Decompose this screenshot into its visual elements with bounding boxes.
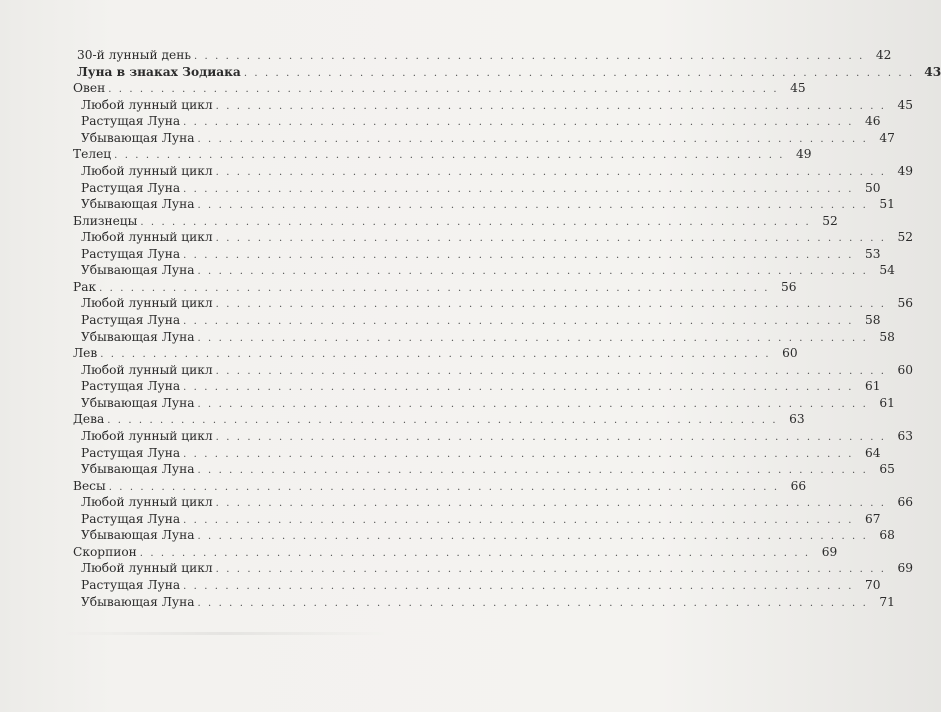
toc-entry xyxy=(0,262,895,279)
toc-entry-page-number: 42 xyxy=(875,48,892,62)
toc-entry-title: Телец xyxy=(73,147,112,162)
toc-entry-page-number: 49 xyxy=(897,163,914,178)
toc-entry xyxy=(0,378,881,395)
toc-entry-title: Убывающая Луна xyxy=(81,462,195,477)
toc-entry xyxy=(0,146,812,163)
toc-entry-title: Растущая Луна xyxy=(81,114,181,129)
toc-entry-title: Растущая Луна xyxy=(81,578,181,592)
dot-leader: . . . . . . . . . . . . . . . . . . . . . . . . . . . . . . . . . . . . . . . . . . . . . . . . . . . . . . . . . . . . . . . . xyxy=(197,398,868,410)
toc-entry-page-number: 60 xyxy=(897,362,914,377)
toc-entry-page-number: 54 xyxy=(879,263,895,278)
dot-leader: . . . . . . . . . . . . . . . . . . . . . . . . . . . . . . . . . . . . . . . . . . . . . . . . . . . . . . . . . . . . . . . . xyxy=(215,166,887,178)
toc-entry-title: Убывающая Луна xyxy=(81,197,195,212)
toc-entry-title: Любой лунный цикл xyxy=(81,561,213,576)
toc-entry xyxy=(0,97,914,114)
toc-entry xyxy=(0,213,838,230)
toc-entry-title: Любой лунный цикл xyxy=(81,163,213,178)
toc-entry-page-number: 68 xyxy=(879,528,895,543)
toc-entry-title: Убывающая Луна xyxy=(81,263,195,278)
toc-entry-title: Убывающая Луна xyxy=(81,329,195,344)
toc-entry-page-number: 51 xyxy=(879,197,895,212)
toc-entry xyxy=(0,527,895,544)
dot-leader: . . . . . . . . . . . . . . . . . . . . . . . . . . . . . . . . . . . . . . . . . . . . . . . . . . . . . . . . . . . . . . . . xyxy=(140,216,811,228)
toc-entry-page-number: 50 xyxy=(865,180,881,195)
toc-entry xyxy=(0,113,881,130)
dot-leader: . . . . . . . . . . . . . . . . . . . . . . . . . . . . . . . . . . . . . . . . . . . . . . . . . . . . . . . . . . . . . . . . xyxy=(243,67,915,79)
toc-entry xyxy=(0,229,914,246)
toc-entry-page-number: 58 xyxy=(865,313,881,327)
dot-leader: . . . . . . . . . . . . . . . . . . . . . . . . . . . . . . . . . . . . . . . . . . . . . . . . . . . . . . . . . . . . . . . . xyxy=(114,150,785,162)
dot-leader: . . . . . . . . . . . . . . . . . . . . . . . . . . . . . . . . . . . . . . . . . . . . . . . . . . . . . . . . . . . . . . . . xyxy=(183,581,854,592)
toc-entry xyxy=(0,428,914,445)
toc-entry-page-number: 49 xyxy=(796,147,812,162)
toc-entry-page-number: 70 xyxy=(865,578,881,592)
dot-leader: . . . . . . . . . . . . . . . . . . . . . . . . . . . . . . . . . . . . . . . . . . . . . . . . . . . . . . . . . . . . . . . . xyxy=(197,133,868,145)
toc-entry-title: Близнецы xyxy=(73,213,138,228)
dot-leader: . . . . . . . . . . . . . . . . . . . . . . . . . . . . . . . . . . . . . . . . . . . . . . . . . . . . . . . . . . . . . . . . xyxy=(197,597,868,609)
toc-entry-title: Любой лунный цикл xyxy=(81,97,213,112)
dot-leader: . . . . . . . . . . . . . . . . . . . . . . . . . . . . . . . . . . . . . . . . . . . . . . . . . . . . . . . . . . . . . . . . xyxy=(197,266,868,278)
dot-leader: . . . . . . . . . . . . . . . . . . . . . . . . . . . . . . . . . . . . . . . . . . . . . . . . . . . . . . . . . . . . . . . . xyxy=(215,498,887,510)
toc-entry-page-number: 45 xyxy=(897,97,914,112)
dot-leader: . . . . . . . . . . . . . . . . . . . . . . . . . . . . . . . . . . . . . . . . . . . . . . . . . . . . . . . . . . . . . . . . xyxy=(108,481,780,493)
toc-entry-title: 30-й лунный день xyxy=(77,48,191,62)
dot-leader: . . . . . . . . . . . . . . . . . . . . . . . . . . . . . . . . . . . . . . . . . . . . . . . . . . . . . . . . . . . . . . . . xyxy=(215,431,887,443)
toc-entry xyxy=(0,246,881,263)
toc-entry-title: Рак xyxy=(73,279,97,294)
dot-leader: . . . . . . . . . . . . . . . . . . . . . . . . . . . . . . . . . . . . . . . . . . . . . . . . . . . . . . . . . . . . . . . . xyxy=(215,365,887,377)
toc-entry-page-number: 66 xyxy=(790,478,807,493)
toc-entry-title: Овен xyxy=(73,81,106,96)
toc-entry-page-number: 65 xyxy=(879,462,895,477)
toc-entry-page-number: 45 xyxy=(790,81,806,96)
toc-entry-title: Любой лунный цикл xyxy=(81,230,213,245)
toc-entry-title: Весы xyxy=(73,478,106,493)
toc-entry xyxy=(0,130,895,147)
table-of-contents xyxy=(0,47,941,610)
toc-entry-page-number: 63 xyxy=(897,428,914,443)
toc-entry-title: Растущая Луна xyxy=(81,445,181,460)
toc-entry-page-number: 47 xyxy=(879,130,895,145)
dot-leader: . . . . . . . . . . . . . . . . . . . . . . . . . . . . . . . . . . . . . . . . . . . . . . . . . . . . . . . . . . . . . . . . xyxy=(193,51,865,62)
dot-leader: . . . . . . . . . . . . . . . . . . . . . . . . . . . . . . . . . . . . . . . . . . . . . . . . . . . . . . . . . . . . . . . . xyxy=(183,382,854,394)
dot-leader: . . . . . . . . . . . . . . . . . . . . . . . . . . . . . . . . . . . . . . . . . . . . . . . . . . . . . . . . . . . . . . . . xyxy=(183,249,854,261)
toc-entry-page-number: 67 xyxy=(865,511,881,526)
toc-entry-title: Любой лунный цикл xyxy=(81,362,213,377)
toc-entry-title: Растущая Луна xyxy=(81,246,181,261)
toc-entry-page-number: 71 xyxy=(879,594,895,609)
toc-entry-title: Убывающая Луна xyxy=(81,395,195,410)
toc-entry xyxy=(0,345,798,362)
dot-leader: . . . . . . . . . . . . . . . . . . . . . . . . . . . . . . . . . . . . . . . . . . . . . . . . . . . . . . . . . . . . . . . . xyxy=(183,117,854,129)
toc-entry-page-number: 63 xyxy=(789,412,805,427)
toc-entry-title: Растущая Луна xyxy=(81,511,181,526)
dot-leader: . . . . . . . . . . . . . . . . . . . . . . . . . . . . . . . . . . . . . . . . . . . . . . . . . . . . . . . . . . . . . . . . xyxy=(139,547,811,559)
toc-entry-page-number: 60 xyxy=(782,346,798,361)
toc-entry-page-number: 56 xyxy=(780,279,797,294)
dot-leader: . . . . . . . . . . . . . . . . . . . . . . . . . . . . . . . . . . . . . . . . . . . . . . . . . . . . . . . . . . . . . . . . xyxy=(108,84,779,96)
toc-entry xyxy=(0,577,881,594)
toc-entry-title: Любой лунный цикл xyxy=(81,296,213,311)
toc-entry-title: Лев xyxy=(73,346,98,361)
toc-entry-title: Убывающая Луна xyxy=(81,594,195,609)
toc-entry-title: Дева xyxy=(73,412,105,427)
toc-entry xyxy=(0,411,805,428)
toc-entry xyxy=(0,329,895,346)
toc-entry-page-number: 43 xyxy=(924,64,941,79)
toc-entry xyxy=(0,544,838,561)
dot-leader: . . . . . . . . . . . . . . . . . . . . . . . . . . . . . . . . . . . . . . . . . . . . . . . . . . . . . . . . . . . . . . . . xyxy=(197,200,868,212)
toc-entry xyxy=(0,64,941,81)
toc-entry-title: Любой лунный цикл xyxy=(81,495,213,510)
dot-leader: . . . . . . . . . . . . . . . . . . . . . . . . . . . . . . . . . . . . . . . . . . . . . . . . . . . . . . . . . . . . . . . . xyxy=(197,332,868,344)
page-smudge xyxy=(60,632,390,635)
toc-entry-page-number: 66 xyxy=(897,495,914,510)
toc-entry-title: Убывающая Луна xyxy=(81,130,195,145)
toc-entry xyxy=(0,461,895,478)
dot-leader: . . . . . . . . . . . . . . . . . . . . . . . . . . . . . . . . . . . . . . . . . . . . . . . . . . . . . . . . . . . . . . . . xyxy=(183,514,854,526)
toc-entry xyxy=(0,163,914,180)
dot-leader: . . . . . . . . . . . . . . . . . . . . . . . . . . . . . . . . . . . . . . . . . . . . . . . . . . . . . . . . . . . . . . . . xyxy=(183,183,854,195)
dot-leader: . . . . . . . . . . . . . . . . . . . . . . . . . . . . . . . . . . . . . . . . . . . . . . . . . . . . . . . . . . . . . . . . xyxy=(107,415,778,427)
dot-leader: . . . . . . . . . . . . . . . . . . . . . . . . . . . . . . . . . . . . . . . . . . . . . . . . . . . . . . . . . . . . . . . . xyxy=(215,233,887,245)
dot-leader: . . . . . . . . . . . . . . . . . . . . . . . . . . . . . . . . . . . . . . . . . . . . . . . . . . . . . . . . . . . . . . . . xyxy=(215,100,887,112)
dot-leader: . . . . . . . . . . . . . . . . . . . . . . . . . . . . . . . . . . . . . . . . . . . . . . . . . . . . . . . . . . . . . . . . xyxy=(197,465,868,477)
toc-entry xyxy=(0,560,914,577)
toc-entry xyxy=(0,180,881,197)
toc-entry xyxy=(0,511,881,528)
toc-entry-title: Убывающая Луна xyxy=(81,528,195,543)
toc-entry-title: Растущая Луна xyxy=(81,180,181,195)
dot-leader: . . . . . . . . . . . . . . . . . . . . . . . . . . . . . . . . . . . . . . . . . . . . . . . . . . . . . . . . . . . . . . . . xyxy=(197,531,868,543)
toc-entry-title: Растущая Луна xyxy=(81,379,181,394)
toc-entry xyxy=(0,196,895,213)
dot-leader: . . . . . . . . . . . . . . . . . . . . . . . . . . . . . . . . . . . . . . . . . . . . . . . . . . . . . . . . . . . . . . . . xyxy=(183,448,854,460)
toc-entry xyxy=(0,494,914,511)
toc-entry-page-number: 52 xyxy=(897,230,914,245)
dot-leader: . . . . . . . . . . . . . . . . . . . . . . . . . . . . . . . . . . . . . . . . . . . . . . . . . . . . . . . . . . . . . . . . xyxy=(215,564,887,576)
dot-leader: . . . . . . . . . . . . . . . . . . . . . . . . . . . . . . . . . . . . . . . . . . . . . . . . . . . . . . . . . . . . . . . . xyxy=(100,349,771,361)
toc-entry xyxy=(0,445,881,462)
toc-entry-page-number: 46 xyxy=(865,114,881,129)
toc-entry-title: Луна в знаках Зодиака xyxy=(77,64,241,79)
toc-entry xyxy=(0,295,914,312)
toc-entry xyxy=(0,395,895,412)
dot-leader: . . . . . . . . . . . . . . . . . . . . . . . . . . . . . . . . . . . . . . . . . . . . . . . . . . . . . . . . . . . . . . . . xyxy=(215,299,887,311)
toc-entry xyxy=(0,80,806,97)
toc-entry-title: Любой лунный цикл xyxy=(81,428,213,443)
toc-entry xyxy=(0,47,892,64)
dot-leader: . . . . . . . . . . . . . . . . . . . . . . . . . . . . . . . . . . . . . . . . . . . . . . . . . . . . . . . . . . . . . . . . xyxy=(183,316,854,327)
toc-entry-page-number: 69 xyxy=(897,561,914,576)
toc-entry-page-number: 53 xyxy=(865,246,881,261)
toc-entry xyxy=(0,478,807,495)
toc-entry-title: Растущая Луна xyxy=(81,313,181,327)
toc-entry-page-number: 52 xyxy=(822,213,838,228)
toc-entry xyxy=(0,279,797,296)
toc-entry-page-number: 61 xyxy=(879,395,895,410)
toc-entry-page-number: 58 xyxy=(879,329,895,344)
toc-entry-title: Скорпион xyxy=(73,544,137,559)
toc-entry xyxy=(0,312,881,329)
toc-entry xyxy=(0,362,914,379)
toc-entry xyxy=(0,594,895,611)
toc-entry-page-number: 69 xyxy=(821,544,838,559)
toc-entry-page-number: 61 xyxy=(865,379,881,394)
dot-leader: . . . . . . . . . . . . . . . . . . . . . . . . . . . . . . . . . . . . . . . . . . . . . . . . . . . . . . . . . . . . . . . . xyxy=(99,282,770,294)
toc-entry-page-number: 56 xyxy=(897,296,914,311)
toc-entry-page-number: 64 xyxy=(865,445,881,460)
